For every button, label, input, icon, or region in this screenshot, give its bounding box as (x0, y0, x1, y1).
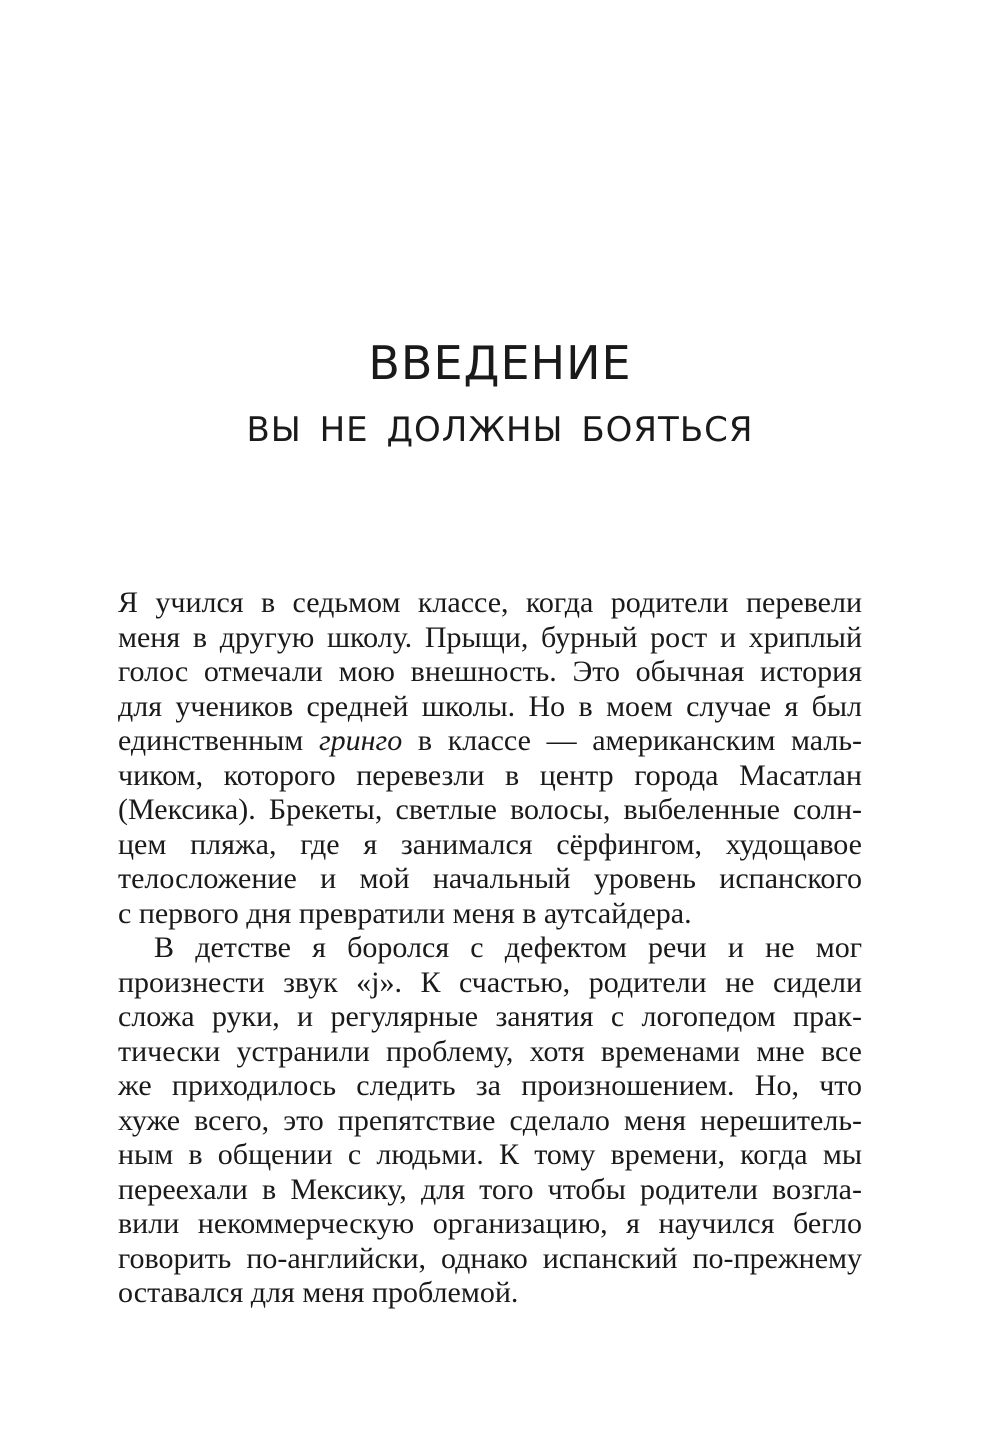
text-line: оставался для меня проблемой. (118, 1276, 519, 1309)
text-line: чиком, которого перевезли в центр города Масатлан (118, 758, 862, 792)
italic-word: гринго (318, 724, 403, 757)
text-line: меня в другую школу. Прыщи, бурный рост и хриплый (118, 620, 862, 654)
text-line: произнести звук «j». К счастью, родители не сидели (118, 965, 862, 999)
text-line: В детстве я боролся с дефектом речи и не мог (154, 931, 862, 964)
text-line: говорить по-английски, однако испанский по-прежнему (118, 1241, 862, 1275)
paragraph (118, 931, 862, 1311)
text-line: для учеников средней школы. Но в моем случае я был (118, 689, 862, 723)
text-line: цем пляжа, где я занимался сёрфингом, худощавое (118, 827, 862, 861)
text-line: Я учился в седьмом классе, когда родители перевели (118, 586, 862, 619)
chapter-title: ВВЕДЕНИЕ (368, 336, 632, 390)
chapter-subtitle: ВЫ НЕ ДОЛЖНЫ БОЯТЬСЯ (246, 410, 754, 450)
text-line: с первого дня превратили меня в аутсайдера. (118, 896, 692, 930)
text-fragment: единственным (118, 724, 319, 757)
text-line: хуже всего, это препятствие сделало меня нерешитель- (118, 1103, 862, 1137)
text-line (118, 724, 862, 759)
paragraph (118, 586, 862, 931)
text-line: же приходилось следить за произношением. Но, что (118, 1069, 862, 1102)
text-line: переехали в Мексику, для того чтобы родители возгла- (118, 1172, 862, 1206)
body-text (118, 586, 862, 1311)
text-fragment: в классе — американским маль- (402, 724, 862, 757)
text-line: тически устранили проблему, хотя временами мне все (118, 1034, 862, 1068)
text-line: вили некоммерческую организацию, я научился бегло (118, 1207, 862, 1240)
text-line: телосложение и мой начальный уровень испанского (118, 862, 862, 895)
text-line: ным в общении с людьми. К тому времени, когда мы (118, 1138, 862, 1171)
text-line: (Мексика). Брекеты, светлые волосы, выбеленные солн- (118, 793, 862, 826)
text-line: сложа руки, и регулярные занятия с логопедом прак- (118, 1000, 862, 1033)
text-line: голос отмечали мою внешность. Это обычная история (118, 655, 862, 688)
